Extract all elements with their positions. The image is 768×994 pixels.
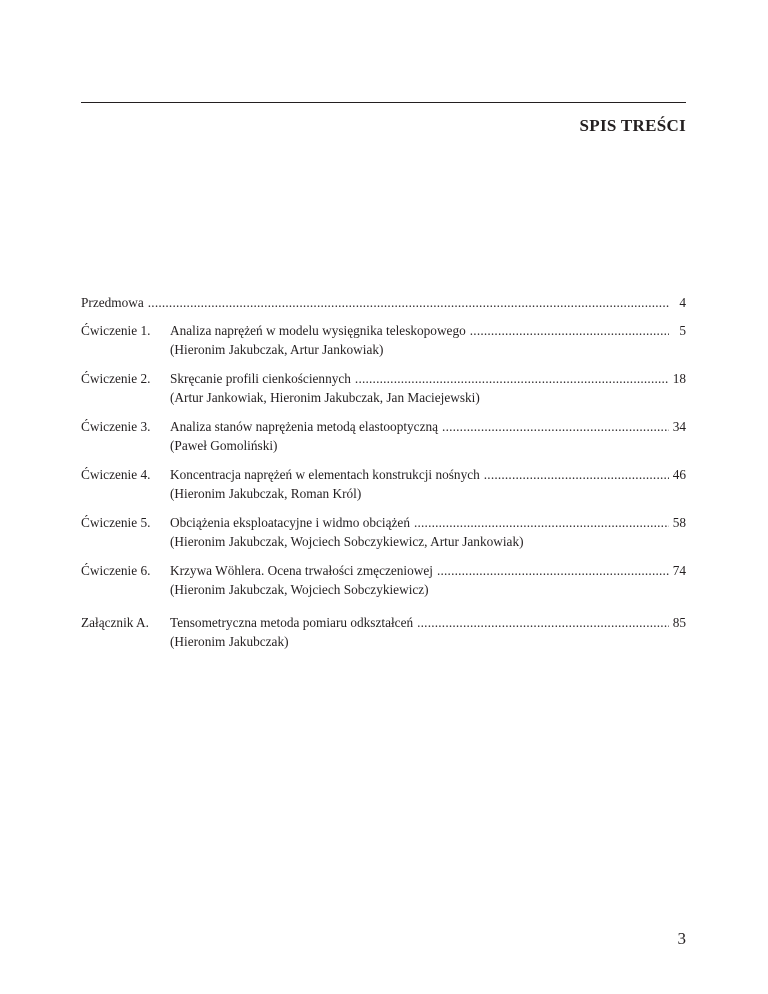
toc-entry-title: Krzywa Wöhlera. Ocena trwałości zmęczeniowej (170, 563, 433, 578)
toc-leader-dots (470, 321, 669, 340)
toc-leader-dots (414, 513, 669, 532)
table-of-contents (81, 293, 686, 661)
toc-page-number: 4 (679, 295, 686, 310)
toc-entry-authors: (Hieronim Jakubczak, Wojciech Sobczykiewicz, Artur Jankowiak) (170, 534, 524, 549)
toc-entry-label: Ćwiczenie 5. (81, 515, 151, 530)
toc-entry-label: Ćwiczenie 4. (81, 467, 151, 482)
toc-leader-dots (437, 561, 669, 580)
toc-page-number: 85 (672, 615, 686, 630)
toc-entry-authors: (Hieronim Jakubczak, Roman Król) (170, 486, 362, 501)
toc-leader-dots (148, 293, 669, 312)
toc-entry-title: Analiza naprężeń w modelu wysięgnika teleskopowego (170, 323, 466, 338)
toc-entry-authors: (Hieronim Jakubczak, Artur Jankowiak) (170, 342, 384, 357)
toc-entry-authors: (Paweł Gomoliński) (170, 438, 278, 453)
toc-page-number: 34 (672, 419, 686, 434)
toc-entry-label: Ćwiczenie 1. (81, 323, 151, 338)
toc-entry-exercise-2[interactable] (81, 369, 686, 407)
toc-page-number: 18 (672, 371, 686, 386)
toc-entry-preface[interactable] (81, 293, 686, 312)
toc-entry-title: Analiza stanów naprężenia metodą elastooptyczną (170, 419, 439, 434)
toc-leader-dots (484, 465, 669, 484)
toc-entry-authors: (Hieronim Jakubczak) (170, 634, 289, 649)
toc-entry-label: Załącznik A. (81, 615, 149, 630)
toc-entry-title: Obciążenia eksploatacyjne i widmo obciążeń (170, 515, 410, 530)
toc-page-number: 74 (672, 563, 686, 578)
toc-page-number: 5 (679, 323, 686, 338)
toc-entry-exercise-4[interactable] (81, 465, 686, 503)
toc-entry-exercise-5[interactable] (81, 513, 686, 551)
toc-entry-label: Ćwiczenie 3. (81, 419, 151, 434)
toc-entry-authors: (Hieronim Jakubczak, Wojciech Sobczykiewicz) (170, 582, 429, 597)
toc-entry-exercise-1[interactable] (81, 321, 686, 359)
toc-entry-label: Ćwiczenie 6. (81, 563, 151, 578)
toc-entry-exercise-6[interactable] (81, 561, 686, 599)
page-title: SPIS TREŚCI (579, 116, 686, 135)
toc-entry-title: Tensometryczna metoda pomiaru odkształceń (170, 615, 414, 630)
toc-leader-dots (355, 369, 669, 388)
header-rule (81, 102, 686, 103)
page-number: 3 (677, 929, 686, 948)
toc-leader-dots (442, 417, 669, 436)
toc-entry-appendix-a[interactable] (81, 613, 686, 651)
toc-entry-title: Skręcanie profili cienkościennych (170, 371, 351, 386)
toc-entry-exercise-3[interactable] (81, 417, 686, 455)
toc-page-number: 58 (672, 515, 686, 530)
toc-entry-label: Przedmowa (81, 295, 144, 310)
toc-page-number: 46 (672, 467, 686, 482)
toc-entry-authors: (Artur Jankowiak, Hieronim Jakubczak, Jan Maciejewski) (170, 390, 480, 405)
toc-leader-dots (417, 613, 669, 632)
toc-entry-title: Koncentracja naprężeń w elementach konstrukcji nośnych (170, 467, 480, 482)
toc-entry-label: Ćwiczenie 2. (81, 371, 151, 386)
